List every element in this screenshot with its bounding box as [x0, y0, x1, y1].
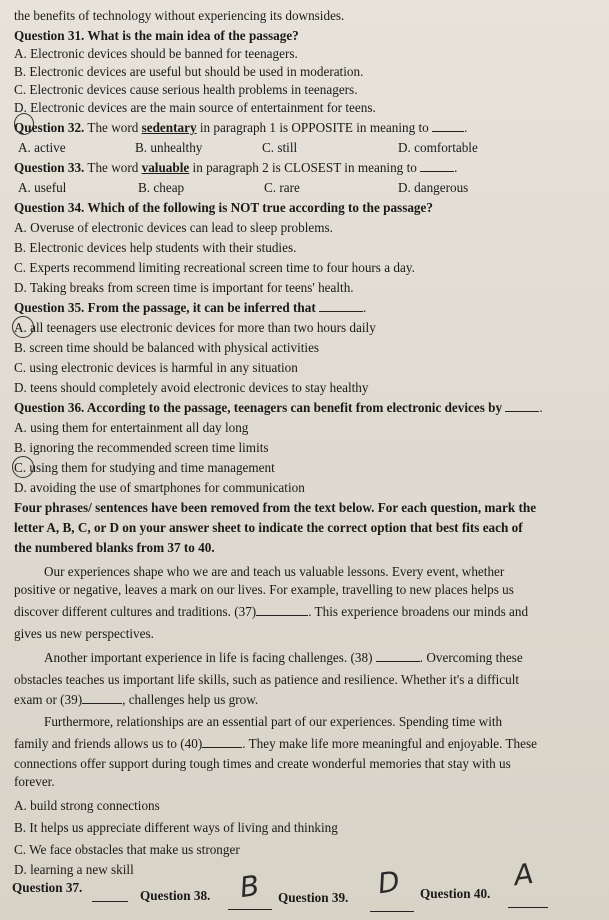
q33-pre: The word	[87, 160, 139, 175]
option-b-37-40: B. It helps us appreciate different ways of living and thinking	[14, 820, 338, 835]
q34-stem: Question 34. Which of the following is NOT true according to the passage?	[14, 200, 433, 215]
q32-blank	[432, 120, 464, 132]
passage-p1-line-1: Our experiences shape who we are and teach us valuable lessons. Every event, whether	[44, 564, 505, 579]
instructions-line-3: the numbered blanks from 37 to 40.	[14, 540, 215, 555]
answer-q39-blank	[370, 900, 414, 912]
passage-p1-line-2: positive or negative, leaves a mark on our lives. For example, travelling to new places helps us	[14, 582, 514, 597]
option-c-37-40: C. We face obstacles that make us stronger	[14, 842, 240, 857]
q35-option-d: D. teens should completely avoid electronic devices to stay healthy	[14, 380, 369, 395]
passage-p2-line-3	[14, 692, 599, 708]
answer-q39-label: Question 39.	[278, 890, 349, 905]
q36-stem: Question 36. According to the passage, teenagers can benefit from electronic devices by .	[14, 400, 543, 415]
answer-q40-label: Question 40.	[420, 886, 491, 901]
intro-line: the benefits of technology without experiencing its downsides.	[14, 8, 345, 23]
q34-option-c: C. Experts recommend limiting recreational screen time to four hours a day.	[14, 260, 415, 275]
q31-option-a: A. Electronic devices should be banned for teenagers.	[14, 46, 298, 61]
q33-stem: Question 33. The word valuable in paragraph 2 is CLOSEST in meaning to .	[14, 160, 458, 175]
passage-p1-line-4: gives us new perspectives.	[14, 626, 154, 641]
q36-stem-text: Question 36. According to the passage, teenagers can benefit from electronic devices by	[14, 400, 503, 415]
passage-p1-line-3b: . This experience broadens our minds and	[308, 604, 529, 619]
q34-option-b: B. Electronic devices help students with their studies.	[14, 240, 297, 255]
q35-option-b: B. screen time should be balanced with physical activities	[14, 340, 320, 355]
passage-p3-line-1: Furthermore, relationships are an essential part of our experiences. Spending time with	[44, 714, 503, 729]
q36-option-a: A. using them for entertainment all day long	[14, 420, 249, 435]
instructions-line-1: Four phrases/ sentences have been removed from the text below. For each question, mark the	[14, 500, 537, 515]
q33-label: Question 33.	[14, 160, 85, 175]
q32-pre: The word	[87, 120, 139, 135]
q33-blank	[420, 160, 454, 172]
q35-blank	[319, 300, 363, 312]
q36-answer-circle	[12, 456, 34, 478]
answer-q40-handwritten: A	[511, 856, 536, 893]
option-a-37-40: A. build strong connections	[14, 798, 160, 813]
blank-40	[202, 736, 242, 748]
q32-label: Question 32.	[14, 120, 85, 135]
passage-p2-line-1b: . Overcoming these	[419, 650, 523, 665]
q36-blank	[505, 400, 539, 412]
instructions-line-2: letter A, B, C, or D on your answer sheet to indicate the correct option that best fits each of	[14, 520, 523, 535]
q31-stem: Question 31. What is the main idea of the passage?	[14, 28, 299, 43]
passage-p2-line-2: obstacles teaches us important life skills, such as patience and resilience. Whether it's a difficult	[14, 672, 520, 687]
q31-option-c: C. Electronic devices cause serious health problems in teenagers.	[14, 82, 358, 97]
blank-39	[82, 692, 122, 704]
q32-stem: Question 32. The word sedentary in paragraph 1 is OPPOSITE in meaning to .	[14, 120, 468, 135]
answer-q38-handwritten: B	[237, 868, 262, 905]
passage-p3-line-3: connections offer support during tough times and create wonderful memories that stay with us	[14, 756, 511, 771]
q35-answer-circle	[12, 316, 34, 338]
q36-option-b: B. ignoring the recommended screen time limits	[14, 440, 269, 455]
q36-option-c: C. using them for studying and time management	[14, 460, 275, 475]
passage-p2-line-1	[14, 650, 599, 666]
answer-q37-blank	[92, 890, 128, 902]
q35-option-c: C. using electronic devices is harmful in any situation	[14, 360, 298, 375]
q32-option-c: C. still	[262, 140, 298, 155]
q31-option-b: B. Electronic devices are useful but should be used in moderation.	[14, 64, 364, 79]
q33-word: valuable	[141, 160, 190, 175]
passage-p3-line-2b: . They make life more meaningful and enjoyable. These	[242, 736, 537, 751]
blank-38	[376, 650, 420, 662]
q33-option-b: B. cheap	[138, 180, 185, 195]
answer-q40-blank	[508, 896, 548, 908]
passage-p3-line-2	[14, 736, 599, 752]
passage-p1-line-3	[14, 604, 599, 620]
passage-p2-line-3b: , challenges help us grow.	[122, 692, 259, 707]
q32-option-d: D. comfortable	[398, 140, 478, 155]
blank-37	[256, 604, 308, 616]
q32-option-a: A. active	[18, 140, 66, 155]
q34-option-a: A. Overuse of electronic devices can lead to sleep problems.	[14, 220, 333, 235]
q35-option-a: A. all teenagers use electronic devices for more than two hours daily	[14, 320, 376, 335]
answer-q38-label: Question 38.	[140, 888, 211, 903]
q33-option-d: D. dangerous	[398, 180, 469, 195]
passage-p3-line-2a: family and friends allows us to (40)	[14, 736, 203, 751]
q33-option-c: C. rare	[264, 180, 300, 195]
q35-stem: Question 35. From the passage, it can be inferred that .	[14, 300, 367, 315]
q32-word: sedentary	[141, 120, 197, 135]
passage-p1-line-3a: discover different cultures and traditions. (37)	[14, 604, 257, 619]
option-d-37-40: D. learning a new skill	[14, 862, 134, 877]
passage-p2-line-3a: exam or (39)	[14, 692, 83, 707]
q33-post: in paragraph 2 is CLOSEST in meaning to	[192, 160, 417, 175]
q34-option-d: D. Taking breaks from screen time is important for teens' health.	[14, 280, 354, 295]
q32-option-b: B. unhealthy	[135, 140, 203, 155]
passage-p2-line-1a: Another important experience in life is facing challenges. (38)	[44, 650, 373, 665]
answer-q39-handwritten: D	[375, 864, 402, 901]
passage-p3-line-4: forever.	[14, 774, 55, 789]
q31-option-d: D. Electronic devices are the main source of entertainment for teens.	[14, 100, 376, 115]
q33-option-a: A. useful	[18, 180, 67, 195]
answer-q37-label: Question 37.	[12, 880, 83, 895]
q36-option-d: D. avoiding the use of smartphones for communication	[14, 480, 305, 495]
q35-stem-text: Question 35. From the passage, it can be inferred that	[14, 300, 316, 315]
q32-post: in paragraph 1 is OPPOSITE in meaning to	[199, 120, 429, 135]
